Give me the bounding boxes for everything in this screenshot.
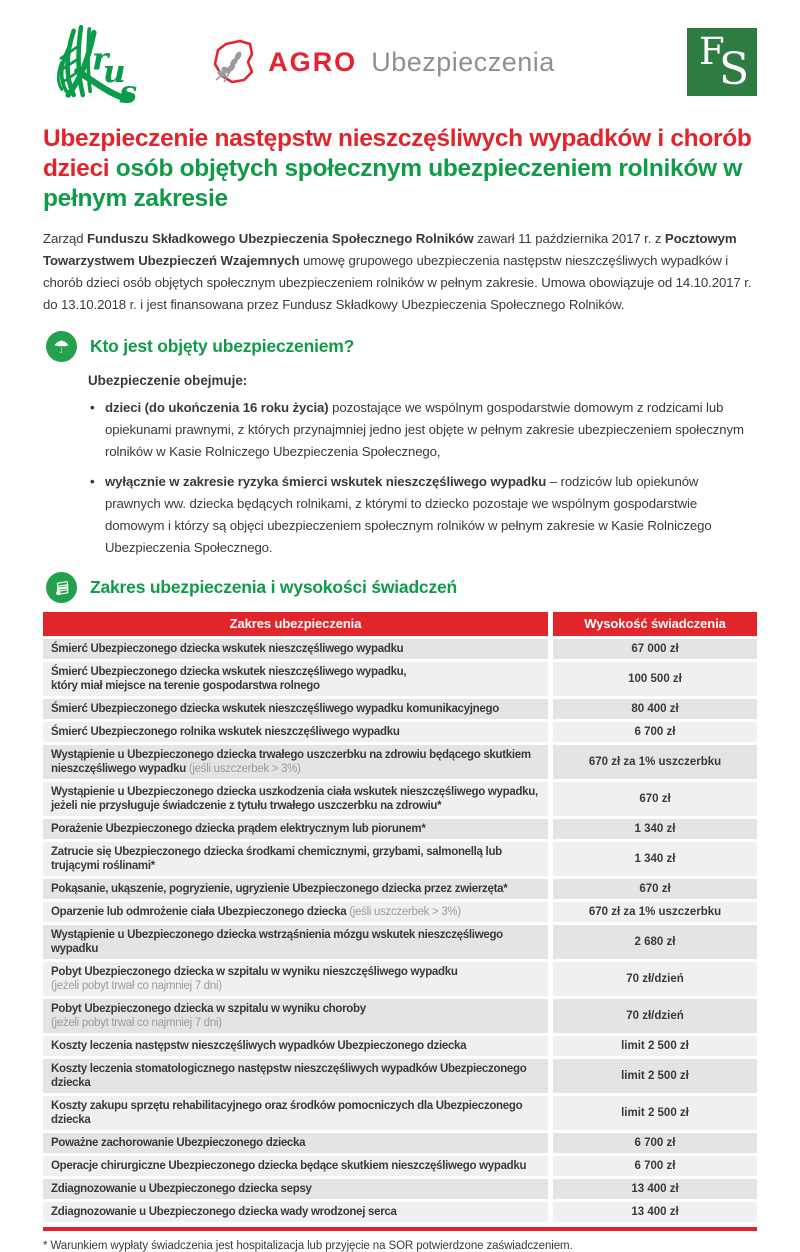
section-who-title: Kto jest objęty ubezpieczeniem?	[90, 336, 355, 356]
footnote: * Warunkiem wypłaty świadczenia jest hospitalizacja lub przyjęcie na SOR potwierdzone zaświadczeniem.	[43, 1240, 573, 1252]
intro-segment: Funduszu Składkowego Ubezpieczenia Społecznego Rolników	[87, 231, 474, 246]
benefit-amount: 70 zł/dzień	[553, 999, 757, 1033]
table-row: Wystąpienie u Ubezpieczonego dziecka wstrząśnienia mózgu wskutek nieszczęśliwego wypadku 2 680 zł	[43, 925, 757, 959]
fs-logo	[687, 28, 757, 96]
section-benefits-header	[46, 572, 757, 603]
benefit-amount: limit 2 500 zł	[553, 1059, 757, 1093]
table-row: Zatrucie się Ubezpieczonego dziecka środkami chemicznymi, grzybami, salmonellą lub trującymi roślinami* 1 340 zł	[43, 842, 757, 876]
table-row: Pobyt Ubezpieczonego dziecka w szpitalu w wyniku choroby (jeżeli pobyt trwał co najmniej 7 dni) 70 zł/dzień	[43, 999, 757, 1033]
umbrella-icon: ☂	[46, 331, 77, 362]
fs-letter-f: F	[699, 30, 725, 73]
benefit-amount: 6 700 zł	[553, 1156, 757, 1176]
banknotes-icon	[46, 572, 77, 603]
benefit-amount: 80 400 zł	[553, 699, 757, 719]
table-row: Śmierć Ubezpieczonego rolnika wskutek nieszczęśliwego wypadku 6 700 zł	[43, 722, 757, 742]
svg-text:s: s	[119, 74, 138, 106]
section-who-body	[88, 373, 757, 559]
benefits-table-body	[43, 639, 757, 1222]
coverage-subheading: Ubezpieczenie obejmuje:	[88, 373, 248, 388]
benefit-amount: limit 2 500 zł	[553, 1036, 757, 1056]
table-row: Wystąpienie u Ubezpieczonego dziecka uszkodzenia ciała wskutek nieszczęśliwego wypadku, jeżeli nie przysługuje świadczenie z tytułu trwałego uszczerbku na zdrowiu* 670 zł	[43, 782, 757, 816]
poland-wheat-icon	[210, 36, 258, 88]
table-row: Pobyt Ubezpieczonego dziecka w szpitalu w wyniku nieszczęśliwego wypadku (jeżeli pobyt trwał co najmniej 7 dni) 70 zł/dzień	[43, 962, 757, 996]
column-header-amount: Wysokość świadczenia	[553, 612, 757, 636]
table-row: Koszty leczenia stomatologicznego następstw nieszczęśliwych wypadków Ubezpieczonego dziecka limit 2 500 zł	[43, 1059, 757, 1093]
intro-segment: umowę grupowego ubezpieczenia następstw nieszczęśliwych wypadków i chorób dzieci osób objętych społecznym ubezpieczeniem rolników w pełnym zakresie. Umowa obowiązuje od 14.10.2017 r. do 13.10.2018 r. i jest finansowana przez Fundusz Składkowy Ubezpieczenia Społecznego Rolników.	[43, 253, 752, 312]
agro-brand-text: AGRO	[268, 46, 358, 77]
table-row: Śmierć Ubezpieczonego dziecka wskutek nieszczęśliwego wypadku 67 000 zł	[43, 639, 757, 659]
table-row: Wystąpienie u Ubezpieczonego dziecka trwałego uszczerbku na zdrowiu będącego skutkiem nieszczęśliwego wypadku (jeśli uszczerbek > 3%) 670 zł za 1% uszczerbku	[43, 745, 757, 779]
benefit-amount: 13 400 zł	[553, 1202, 757, 1222]
table-row: Pokąsanie, ukąszenie, pogryzienie, ugryzienie Ubezpieczonego dziecka przez zwierzęta* 670 zł	[43, 879, 757, 899]
intro-paragraph	[43, 228, 757, 316]
benefit-amount: 67 000 zł	[553, 639, 757, 659]
agro-wordmark	[268, 47, 555, 78]
fs-letter-s: S	[719, 44, 750, 95]
intro-segment: Pocztowym Towarzystwem Ubezpieczeń Wzajemnych	[43, 231, 737, 268]
intro-segment: zawarł 11 października 2017 r. z	[473, 231, 665, 246]
table-header-row	[43, 612, 757, 636]
benefits-table	[43, 612, 757, 1222]
benefit-amount: 13 400 zł	[553, 1179, 757, 1199]
benefit-amount: 70 zł/dzień	[553, 962, 757, 996]
intro-segment: Zarząd	[43, 231, 88, 246]
benefit-amount: limit 2 500 zł	[553, 1096, 757, 1130]
section-who-header	[46, 331, 757, 362]
table-row: Śmierć Ubezpieczonego dziecka wskutek nieszczęśliwego wypadku komunikacyjnego 80 400 zł	[43, 699, 757, 719]
table-row: Oparzenie lub odmrożenie ciała Ubezpieczonego dziecka (jeśli uszczerbek > 3%) 670 zł za 1% uszczerbku	[43, 902, 757, 922]
header-logos	[46, 18, 757, 106]
agro-suffix-text: Ubezpieczenia	[371, 46, 555, 77]
benefit-amount: 100 500 zł	[553, 662, 757, 696]
svg-text:u: u	[103, 54, 126, 91]
coverage-bullets	[88, 397, 757, 559]
page-title-red: Ubezpieczenie następstw nieszczęśliwych wypadków i chorób dzieci	[43, 125, 752, 182]
page-title	[43, 124, 767, 214]
benefit-amount: 670 zł za 1% uszczerbku	[553, 902, 757, 922]
benefit-amount: 670 zł	[553, 879, 757, 899]
bullet-item: • dzieci (do ukończenia 16 roku życia) pozostające we wspólnym gospodarstwie domowym z rodzicami lub opiekunami prawnymi, z których przynajmniej jedno jest objęte w pełnym zakresie ubezpieczeniem społecznym rolników w Kasie Rolniczego Ubezpieczenia Społecznego,	[88, 397, 757, 463]
benefit-amount: 2 680 zł	[553, 925, 757, 959]
benefit-amount: 670 zł	[553, 782, 757, 816]
benefit-amount: 670 zł za 1% uszczerbku	[553, 745, 757, 779]
benefit-amount: 1 340 zł	[553, 842, 757, 876]
table-row: Poważne zachorowanie Ubezpieczonego dziecka 6 700 zł	[43, 1133, 757, 1153]
document-page	[0, 18, 800, 1252]
section-benefits-title: Zakres ubezpieczenia i wysokości świadczeń	[90, 577, 458, 597]
table-row: Koszty leczenia następstw nieszczęśliwych wypadków Ubezpieczonego dziecka limit 2 500 zł	[43, 1036, 757, 1056]
benefit-amount: 6 700 zł	[553, 722, 757, 742]
bullet-item: • wyłącznie w zakresie ryzyka śmierci wskutek nieszczęśliwego wypadku – rodziców lub opiekunów prawnych ww. dziecka będących rolnikami, z którymi to dziecko pozostaje we wspólnym gospodarstwie domowym i którzy są objęci ubezpieczeniem społecznym rolników w pełnym zakresie w Kasie Rolniczego Ubezpieczenia Społecznego.	[88, 471, 757, 559]
table-row: Koszty zakupu sprzętu rehabilitacyjnego oraz środków pomocniczych dla Ubezpieczonego dziecka limit 2 500 zł	[43, 1096, 757, 1130]
table-row: Śmierć Ubezpieczonego dziecka wskutek nieszczęśliwego wypadku, który miał miejsce na terenie gospodarstwa rolnego 100 500 zł	[43, 662, 757, 696]
table-row: Zdiagnozowanie u Ubezpieczonego dziecka sepsy 13 400 zł	[43, 1179, 757, 1199]
benefit-amount: 6 700 zł	[553, 1133, 757, 1153]
krus-logo-icon	[46, 18, 138, 106]
table-row: Operacje chirurgiczne Ubezpieczonego dziecka będące skutkiem nieszczęśliwego wypadku 6 700 zł	[43, 1156, 757, 1176]
benefit-amount: 1 340 zł	[553, 819, 757, 839]
svg-text:r: r	[92, 41, 109, 78]
page-title-green: osób objętych społecznym ubezpieczeniem rolników w pełnym zakresie	[43, 155, 742, 212]
table-bottom-bar	[43, 1227, 757, 1231]
krus-logo	[46, 18, 138, 106]
table-row: Zdiagnozowanie u Ubezpieczonego dziecka wady wrodzonej serca 13 400 zł	[43, 1202, 757, 1222]
agro-logo	[210, 36, 555, 88]
table-row: Porażenie Ubezpieczonego dziecka prądem elektrycznym lub piorunem* 1 340 zł	[43, 819, 757, 839]
column-header-scope: Zakres ubezpieczenia	[43, 612, 548, 636]
